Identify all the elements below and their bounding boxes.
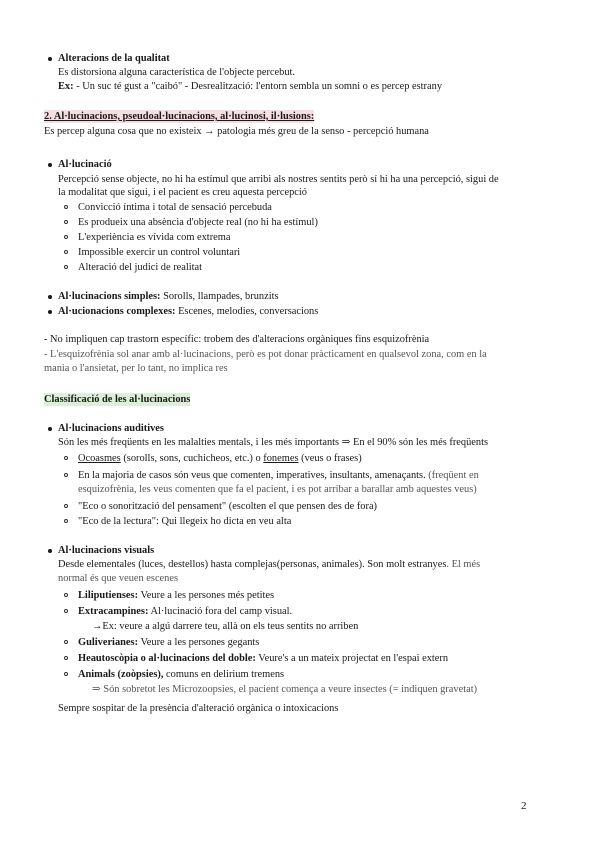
auditives-item-2-cont: esquizofrènia, les veus comenten que fa el pacient, i es pot arribar a barallar amb aquestes veus) [78,484,477,495]
sub-bullet [64,504,68,508]
bullet [48,549,52,553]
guliverianes-label: Guliverianes: [78,637,139,648]
sub-bullet [64,519,68,523]
bullet [48,57,52,61]
section-2-intro: Es percep alguna cosa que no existeix → patologia més greu de la senso - percepció humana [44,126,429,137]
visuals-title: Al·lucinacions visuals [58,545,155,556]
list-item: Alteració del judici de realitat [78,262,203,273]
animals [78,668,284,681]
sub-bullet [64,205,68,209]
example-text: - Un suc té gust a "caibó" - Desrealització: l'entorn sembla un somni o es percep estrany [73,81,443,92]
list-item: Impossible exercir un control voluntari [78,247,241,258]
sub-bullet [64,656,68,660]
visuals-desc-note: . El més [446,559,481,570]
extracampines-label: Extracampines: [78,606,149,617]
visuals-desc [58,558,480,571]
alteracions-qualitat-desc: Es distorsiona alguna característica de l'objecte percebut. [58,67,296,78]
simples-label: Al·lucinacions simples: [58,291,161,302]
alteracions-qualitat-title: Alteracions de la qualitat [58,53,170,64]
complexes-label: Al·ucionacions complexes: [58,306,176,317]
extracampines-example: →Ex: veure a algú darrere teu, allà on els teus sentits no arriben [92,621,359,632]
ocoasmes-desc: (sorolls, sons, cuchicheos, etc.) o [120,453,264,464]
section-2-heading: 2. Al·lucinacions, pseudoal·lucinacions, al·lucinosi, il·lusions: [44,111,315,122]
list-item: Es produeix una absència d'objecte real (no hi ha estímul) [78,217,318,228]
animals-text: comuns en delirium tremens [163,669,285,680]
sub-bullet [64,640,68,644]
auditives-item-2 [78,469,479,482]
animals-label: Animals (zoòpsies), [78,669,164,680]
ocoasmes: Ocoasmes [78,453,121,464]
sub-bullet [64,220,68,224]
fonemes: fonemes [263,453,299,464]
note-2: - L'esquizofrènia sol anar amb al·lucinacions, però es pot donar pràcticament en qualsevol zona, com en la [44,349,487,360]
note-1: - No impliquen cap trastorn específic: trobem des d'alteracions orgàniques fins esquizofrènia [44,334,430,345]
animals-note: ⇒ Són sobretot les Microzoopsies, el pacient comença a veure insectes (= indiquen gravetat) [92,684,478,695]
visuals-final: Sempre sospitar de la presència d'alteració orgànica o intoxicacions [58,703,339,714]
bullet [48,295,52,299]
auditives-title: Al·lucinacions auditives [58,423,164,434]
complexes-text: Escenes, melodies, conversacions [175,306,319,317]
list-item: L'experiència es vívida com extrema [78,232,231,243]
guliverianes-text: Veure a les persones gegants [138,637,260,648]
extracampines [78,605,292,618]
note-3: mania o l'ansietat, per lo tant, no implica res [44,363,228,374]
bullet [48,310,52,314]
extracampines-text: Al·lucinació fora del camp visual. [148,606,293,617]
allucinacions-simples [58,290,279,303]
liliputienses-label: Liliputienses: [78,590,139,601]
sub-bullet [64,609,68,613]
sub-bullet [64,593,68,597]
simples-text: Sorolls, llampades, brunzits [160,291,279,302]
sub-bullet [64,473,68,477]
auditives-item-2-note: (freqüent en [425,470,479,481]
heautoscopia-label: Heautoscòpia o al·lucinacions del doble: [78,653,256,664]
liliputienses [78,589,274,602]
liliputienses-text: Veure a les persones més petites [138,590,275,601]
example-label: Ex: [58,81,74,92]
page-number: 2 [521,800,527,812]
allucinacions-complexes [58,305,318,318]
bullet [48,163,52,167]
sub-bullet [64,235,68,239]
sub-bullet [64,456,68,460]
bullet [48,427,52,431]
allucinacio-desc-1: Percepció sense objecte, no hi ha estímul que arribi als nostres sentits però sí hi ha una percepció, sigui de [58,174,499,185]
visuals-desc-main: Desde elementales (luces, destellos) hasta complejas(personas, animales). Son molt estranyes [58,559,447,570]
fonemes-desc: (veus o frases) [298,453,362,464]
auditives-item-3: "Eco o sonorització del pensament" (escolten el que pensen des de fora) [78,501,378,512]
alteracions-qualitat-example [58,80,442,93]
auditives-item-4: "Eco de la lectura": Qui llegeix ho dicta en veu alta [78,516,292,527]
heautoscopia [78,652,448,665]
auditives-item-1 [78,452,362,465]
allucinacio-desc-2: la modalitat que sigui, i el pacient es creu aquesta percepció [58,187,307,198]
allucinacio-title: Al·lucinació [58,159,112,170]
heautoscopia-text: Veure's a un mateix projectat en l'espai extern [255,653,449,664]
list-item: Convicció íntima i total de sensació percebuda [78,202,272,213]
sub-bullet [64,672,68,676]
sub-bullet [64,250,68,254]
classificacio-heading: Classificació de les al·lucinacions [44,394,191,405]
sub-bullet [64,265,68,269]
visuals-desc-cont: normal és que veuen escenes [58,573,179,584]
auditives-desc: Són les més freqüents en les malalties mentals, i les més importants ⇒ En el 90% són les més freqüents [58,437,489,448]
guliverianes [78,636,259,649]
auditives-item-2-text: En la majoria de casos són veus que comenten, imperatives, insultants, amenaçants. [78,470,426,481]
